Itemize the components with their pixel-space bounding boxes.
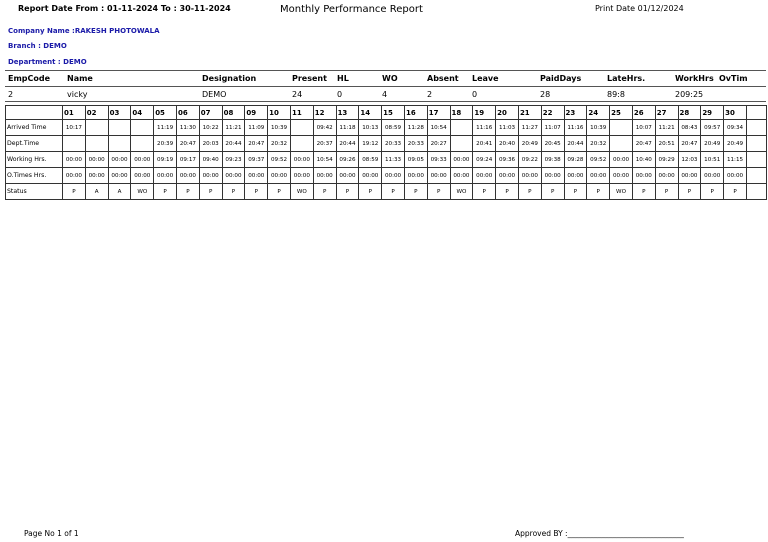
table-cell: 00:00 [564, 168, 587, 184]
table-cell: 09:38 [541, 152, 564, 168]
table-cell: 00:00 [245, 168, 268, 184]
table-cell: 20:49 [518, 136, 541, 152]
value-hl: 0 [337, 90, 343, 99]
table-cell: 20:39 [154, 136, 177, 152]
table-cell: 00:00 [85, 152, 108, 168]
header-leave: Leave [472, 74, 499, 83]
table-cell: 09:24 [473, 152, 496, 168]
day-header-cell: 09 [245, 106, 268, 120]
header-ovtim: OvTim [719, 74, 748, 83]
table-cell: 10:51 [701, 152, 724, 168]
department-name: Department : DEMO [8, 58, 87, 66]
table-cell [610, 136, 633, 152]
table-cell: A [108, 184, 131, 200]
table-cell: 10:22 [199, 120, 222, 136]
table-cell: 11:15 [724, 152, 747, 168]
table-cell [746, 152, 766, 168]
day-header-cell: 20 [496, 106, 519, 120]
table-cell: 20:37 [313, 136, 336, 152]
header-designation: Designation [202, 74, 257, 83]
day-header-cell: 05 [154, 106, 177, 120]
table-cell: 00:00 [222, 168, 245, 184]
table-cell: P [724, 184, 747, 200]
table-cell [108, 136, 131, 152]
table-cell: 10:39 [268, 120, 291, 136]
value-wo: 4 [382, 90, 388, 99]
table-cell: 10:39 [587, 120, 610, 136]
row-label: Status [6, 184, 63, 200]
table-cell [85, 136, 108, 152]
table-cell: P [541, 184, 564, 200]
table-cell: 08:43 [678, 120, 701, 136]
table-cell: 11:28 [404, 120, 427, 136]
day-header-cell: 02 [85, 106, 108, 120]
day-header-cell: 07 [199, 106, 222, 120]
table-cell: 00:00 [701, 168, 724, 184]
table-row [6, 136, 767, 152]
table-cell: 10:17 [63, 120, 86, 136]
table-cell: 12:03 [678, 152, 701, 168]
table-cell: 09:36 [496, 152, 519, 168]
day-header-cell: 10 [268, 106, 291, 120]
table-cell: WO [131, 184, 154, 200]
table-cell: P [313, 184, 336, 200]
table-cell: 11:03 [496, 120, 519, 136]
value-latehrs: 89:8 [607, 90, 625, 99]
table-cell: WO [290, 184, 313, 200]
table-cell: 10:13 [359, 120, 382, 136]
divider [5, 70, 766, 71]
table-cell: 00:00 [450, 152, 473, 168]
table-cell [450, 136, 473, 152]
header-hl: HL [337, 74, 349, 83]
corner-cell [6, 106, 63, 120]
table-cell: P [245, 184, 268, 200]
day-header-cell: 12 [313, 106, 336, 120]
day-header-cell [746, 106, 766, 120]
branch-name: Branch : DEMO [8, 42, 67, 50]
table-cell: 09:19 [154, 152, 177, 168]
table-cell: 00:00 [268, 168, 291, 184]
table-cell: P [587, 184, 610, 200]
table-cell: 09:28 [564, 152, 587, 168]
day-header-cell: 25 [610, 106, 633, 120]
table-cell: 09:37 [245, 152, 268, 168]
table-cell [63, 136, 86, 152]
table-cell: 00:00 [450, 168, 473, 184]
table-cell: 20:47 [245, 136, 268, 152]
table-cell: 11:18 [336, 120, 359, 136]
table-cell: 00:00 [587, 168, 610, 184]
table-cell: 20:27 [427, 136, 450, 152]
table-cell [450, 120, 473, 136]
table-cell: 20:44 [564, 136, 587, 152]
report-title: Monthly Performance Report [280, 4, 423, 15]
day-header-cell: 13 [336, 106, 359, 120]
value-present: 24 [292, 90, 303, 99]
table-cell: 08:59 [359, 152, 382, 168]
value-designation: DEMO [202, 90, 227, 99]
table-cell: P [564, 184, 587, 200]
table-cell: 00:00 [63, 152, 86, 168]
table-cell: P [518, 184, 541, 200]
table-cell: 00:00 [290, 152, 313, 168]
table-cell: 20:40 [496, 136, 519, 152]
table-cell: 00:00 [199, 168, 222, 184]
table-cell: 20:33 [404, 136, 427, 152]
table-cell: 00:00 [610, 168, 633, 184]
table-cell: 00:00 [131, 168, 154, 184]
table-cell: 00:00 [154, 168, 177, 184]
day-header-cell: 15 [382, 106, 405, 120]
table-cell: P [63, 184, 86, 200]
table-cell: P [655, 184, 678, 200]
value-absent: 2 [427, 90, 433, 99]
report-date-range: Report Date From : 01-11-2024 To : 30-11-2024 [18, 4, 231, 13]
table-cell: 00:00 [63, 168, 86, 184]
value-paiddays: 28 [540, 90, 551, 99]
table-cell: P [382, 184, 405, 200]
header-absent: Absent [427, 74, 459, 83]
table-cell: 09:52 [587, 152, 610, 168]
table-cell: 00:00 [541, 168, 564, 184]
table-cell [108, 120, 131, 136]
table-cell: 00:00 [678, 168, 701, 184]
table-cell: 09:57 [701, 120, 724, 136]
table-cell: WO [450, 184, 473, 200]
table-cell: 09:52 [268, 152, 291, 168]
table-cell [85, 120, 108, 136]
divider [5, 86, 766, 87]
table-cell: 10:07 [632, 120, 655, 136]
table-cell: P [336, 184, 359, 200]
table-cell: WO [610, 184, 633, 200]
day-header-cell: 21 [518, 106, 541, 120]
table-cell: 00:00 [85, 168, 108, 184]
table-cell [746, 168, 766, 184]
day-header-cell: 08 [222, 106, 245, 120]
day-header-cell: 29 [701, 106, 724, 120]
table-cell: 11:21 [655, 120, 678, 136]
table-cell: 00:00 [473, 168, 496, 184]
table-cell: 20:03 [199, 136, 222, 152]
table-cell: 00:00 [518, 168, 541, 184]
value-workhrs: 209:25 [675, 90, 704, 99]
header-present: Present [292, 74, 327, 83]
table-cell: 08:59 [382, 120, 405, 136]
page-number: Page No 1 of 1 [24, 529, 79, 538]
table-cell: 09:33 [427, 152, 450, 168]
table-cell [746, 184, 766, 200]
table-cell: 00:00 [290, 168, 313, 184]
row-label: Arrived Time [6, 120, 63, 136]
table-cell: 09:05 [404, 152, 427, 168]
table-cell: 00:00 [404, 168, 427, 184]
approved-by: Approved BY :_______________________________ [515, 529, 684, 538]
header-workhrs: WorkHrs [675, 74, 714, 83]
table-cell: 11:16 [473, 120, 496, 136]
table-cell: P [473, 184, 496, 200]
table-cell: 10:54 [313, 152, 336, 168]
value-empcode: 2 [8, 90, 14, 99]
table-cell: 00:00 [496, 168, 519, 184]
table-row [6, 152, 767, 168]
day-header-cell: 14 [359, 106, 382, 120]
day-header-cell: 17 [427, 106, 450, 120]
table-row [6, 184, 767, 200]
table-cell: 09:40 [199, 152, 222, 168]
divider [5, 101, 766, 102]
table-cell: 00:00 [108, 152, 131, 168]
header-paiddays: PaidDays [540, 74, 582, 83]
table-cell: 09:23 [222, 152, 245, 168]
table-cell [746, 120, 766, 136]
day-header-cell: 18 [450, 106, 473, 120]
table-cell: 20:51 [655, 136, 678, 152]
company-name: Company Name :RAKESH PHOTOWALA [8, 27, 160, 35]
table-cell: 00:00 [382, 168, 405, 184]
table-cell: 09:34 [724, 120, 747, 136]
row-label: Working Hrs. [6, 152, 63, 168]
table-cell: 10:54 [427, 120, 450, 136]
day-header-cell: 28 [678, 106, 701, 120]
table-cell: 20:44 [336, 136, 359, 152]
table-row [6, 168, 767, 184]
table-cell: P [427, 184, 450, 200]
table-cell: 00:00 [336, 168, 359, 184]
table-cell: A [85, 184, 108, 200]
table-cell: 11:19 [154, 120, 177, 136]
table-cell: 00:00 [176, 168, 199, 184]
table-cell: 20:32 [268, 136, 291, 152]
table-cell: 19:12 [359, 136, 382, 152]
table-cell: 11:16 [564, 120, 587, 136]
table-cell: 11:21 [222, 120, 245, 136]
day-header-cell: 11 [290, 106, 313, 120]
table-cell: P [404, 184, 427, 200]
header-wo: WO [382, 74, 398, 83]
table-cell: 09:42 [313, 120, 336, 136]
table-cell: 20:49 [701, 136, 724, 152]
day-header-cell: 19 [473, 106, 496, 120]
day-header-cell: 27 [655, 106, 678, 120]
table-cell: 20:41 [473, 136, 496, 152]
table-cell: 20:45 [541, 136, 564, 152]
table-cell: 10:40 [632, 152, 655, 168]
table-cell: 11:27 [518, 120, 541, 136]
table-cell [131, 120, 154, 136]
day-header-cell: 30 [724, 106, 747, 120]
table-cell [290, 136, 313, 152]
table-cell: 00:00 [313, 168, 336, 184]
table-cell: 00:00 [724, 168, 747, 184]
table-cell: 11:30 [176, 120, 199, 136]
table-cell: P [359, 184, 382, 200]
day-header-cell: 04 [131, 106, 154, 120]
table-cell: P [701, 184, 724, 200]
table-cell: 11:33 [382, 152, 405, 168]
table-cell: P [496, 184, 519, 200]
table-cell: P [199, 184, 222, 200]
value-leave: 0 [472, 90, 478, 99]
day-header-cell: 22 [541, 106, 564, 120]
table-cell: 20:32 [587, 136, 610, 152]
table-cell: 20:44 [222, 136, 245, 152]
header-latehrs: LateHrs. [607, 74, 646, 83]
table-cell [131, 136, 154, 152]
header-name: Name [67, 74, 93, 83]
table-cell: 00:00 [108, 168, 131, 184]
table-cell: 00:00 [610, 152, 633, 168]
table-cell: 00:00 [359, 168, 382, 184]
header-empcode: EmpCode [8, 74, 51, 83]
row-label: O.Times Hrs. [6, 168, 63, 184]
table-cell: 20:33 [382, 136, 405, 152]
day-header-cell: 26 [632, 106, 655, 120]
table-cell: 11:07 [541, 120, 564, 136]
table-cell: 09:29 [655, 152, 678, 168]
day-header-row [6, 106, 767, 120]
table-cell: 11:09 [245, 120, 268, 136]
attendance-grid [5, 105, 767, 200]
table-cell [290, 120, 313, 136]
table-cell: 20:47 [632, 136, 655, 152]
table-row [6, 120, 767, 136]
row-label: Dept.Time [6, 136, 63, 152]
table-cell [746, 136, 766, 152]
table-cell [610, 120, 633, 136]
table-cell: P [632, 184, 655, 200]
table-cell: 20:47 [176, 136, 199, 152]
day-header-cell: 03 [108, 106, 131, 120]
table-cell: 09:17 [176, 152, 199, 168]
print-date: Print Date 01/12/2024 [595, 4, 684, 13]
day-header-cell: 24 [587, 106, 610, 120]
day-header-cell: 06 [176, 106, 199, 120]
table-cell: 09:26 [336, 152, 359, 168]
day-header-cell: 01 [63, 106, 86, 120]
table-cell: 00:00 [427, 168, 450, 184]
table-cell: 20:49 [724, 136, 747, 152]
table-cell: 00:00 [131, 152, 154, 168]
day-header-cell: 16 [404, 106, 427, 120]
table-cell: P [176, 184, 199, 200]
table-cell: 00:00 [632, 168, 655, 184]
table-cell: 00:00 [655, 168, 678, 184]
table-cell: P [154, 184, 177, 200]
table-cell: 09:22 [518, 152, 541, 168]
table-cell: 20:47 [678, 136, 701, 152]
table-cell: P [268, 184, 291, 200]
value-name: vicky [67, 90, 88, 99]
table-cell: P [222, 184, 245, 200]
table-cell: P [678, 184, 701, 200]
day-header-cell: 23 [564, 106, 587, 120]
